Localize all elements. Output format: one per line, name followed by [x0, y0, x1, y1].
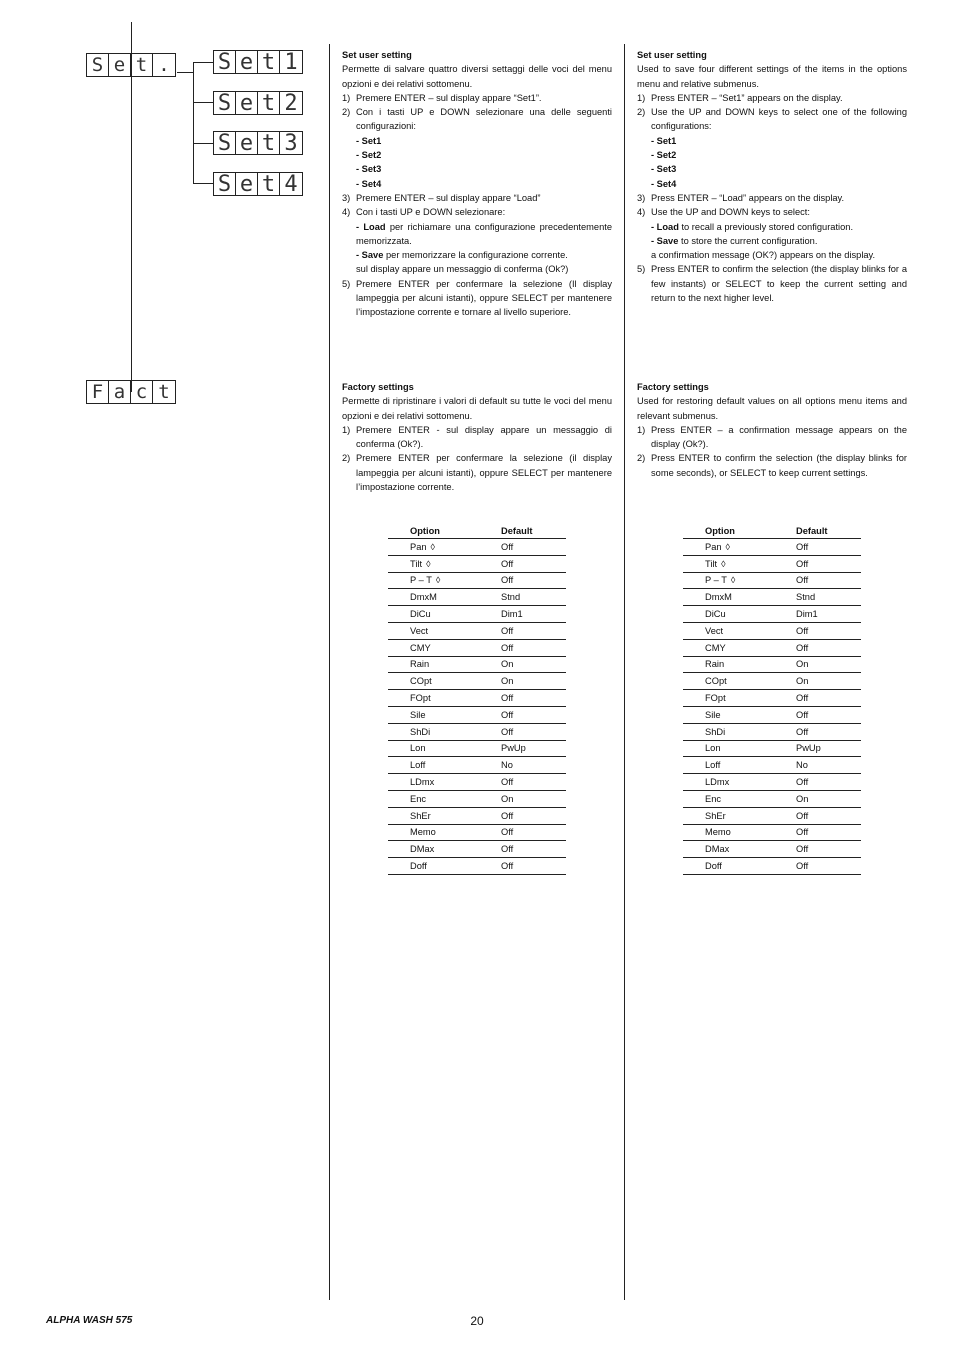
section-title: Factory settings	[637, 382, 709, 392]
table-row	[683, 622, 861, 639]
tree-branch	[177, 72, 194, 73]
option-cell	[683, 606, 796, 623]
option-cell	[388, 673, 501, 690]
lcd-char: e	[236, 51, 258, 73]
option-name: CMY	[705, 642, 726, 653]
option-cell	[388, 622, 501, 639]
section-title: Set user setting	[637, 50, 707, 60]
option-label: - Save	[356, 250, 384, 261]
column-divider	[624, 44, 625, 1300]
tree-branch	[193, 102, 213, 103]
lcd-char: S	[214, 132, 236, 154]
option-name: Loff	[705, 760, 721, 771]
default-cell: Off	[501, 774, 566, 791]
default-cell: Stnd	[796, 589, 861, 606]
up-down-arrow-icon: ◊	[430, 541, 435, 552]
lcd-char: e	[236, 132, 258, 154]
tree-branch	[193, 143, 213, 144]
section-title: Factory settings	[342, 382, 414, 392]
step-text: Premere ENTER - sul display appare un messaggio di conferma (Ok?).	[356, 424, 612, 450]
table-row	[388, 622, 566, 639]
option-cell	[388, 740, 501, 757]
lcd-char: c	[131, 381, 153, 403]
table-row	[388, 555, 566, 572]
lcd-char: e	[236, 92, 258, 114]
option-name: ShEr	[410, 810, 431, 821]
table-row	[683, 740, 861, 757]
default-cell: Off	[796, 555, 861, 572]
step-number: 3)	[637, 192, 646, 203]
step-text: Use the UP and DOWN keys to select one of the following configurations:	[651, 107, 907, 132]
option-text: to store the current configuration.	[678, 235, 818, 246]
step	[637, 105, 907, 134]
confirm-text: a confirmation message (OK?) appears on the display.	[651, 250, 876, 261]
option-name: Pan	[705, 541, 722, 552]
option-name: FOpt	[705, 693, 726, 704]
step-text: Press ENTER to confirm the selection (the display blinks for some seconds), or SELECT to keep current settings.	[651, 453, 907, 478]
default-cell: Off	[501, 622, 566, 639]
option-name: LDmx	[410, 777, 435, 788]
option-label: - Load	[356, 221, 386, 232]
option-cell	[683, 841, 796, 858]
option-name: Pan	[410, 541, 427, 552]
option-cell	[388, 572, 501, 589]
column-header-default: Default	[501, 524, 566, 539]
option-cell	[388, 790, 501, 807]
table-row	[683, 723, 861, 740]
default-cell: Off	[501, 572, 566, 589]
lcd-set1	[213, 50, 303, 74]
table-header-row	[683, 524, 861, 539]
step-text: Press ENTER – a confirmation message appears on the display (Ok?).	[651, 424, 907, 450]
table-row	[683, 690, 861, 707]
option-name: Tilt	[410, 558, 423, 569]
table-row	[388, 790, 566, 807]
option-name: ShDi	[410, 726, 431, 737]
step-number: 4)	[342, 207, 351, 218]
table-row	[683, 790, 861, 807]
option-cell	[388, 757, 501, 774]
step	[342, 191, 612, 205]
step-text: Con i tasti UP e DOWN selezionare una delle seguenti configurazioni:	[356, 107, 612, 132]
table-row	[683, 572, 861, 589]
option-text: per richiamare una configurazione precedentemente memorizzata.	[356, 221, 612, 246]
option-name: Sile	[705, 709, 721, 720]
option-cell	[683, 639, 796, 656]
option-cell	[388, 858, 501, 875]
tree-branch-vertical	[193, 62, 194, 184]
section-intro: Used to save four different settings of the items in the options menu and relative submenus.	[637, 64, 907, 89]
table-row	[683, 858, 861, 875]
lcd-set2	[213, 91, 303, 115]
default-cell: No	[501, 757, 566, 774]
option-name: Doff	[410, 861, 427, 872]
step-text: Press ENTER – “Load” appears on the display.	[651, 192, 845, 203]
step-number: 1)	[637, 424, 646, 435]
lcd-set3	[213, 131, 303, 155]
option-cell	[388, 690, 501, 707]
option-cell	[683, 858, 796, 875]
table-row	[388, 807, 566, 824]
step-number: 5)	[637, 264, 646, 275]
default-cell: PwUp	[501, 740, 566, 757]
table-row	[683, 656, 861, 673]
option-name: DiCu	[705, 609, 726, 620]
product-name: ALPHA WASH 575	[46, 1315, 133, 1326]
option-name: Lon	[705, 743, 721, 754]
table-row	[388, 824, 566, 841]
table-row	[683, 824, 861, 841]
lcd-char: t	[258, 132, 280, 154]
option-cell	[683, 673, 796, 690]
step-number: 2)	[342, 453, 351, 464]
table-row	[683, 673, 861, 690]
step-text: Con i tasti UP e DOWN selezionare:	[356, 207, 506, 218]
option-cell	[388, 774, 501, 791]
up-down-arrow-icon: ◊	[426, 558, 431, 569]
option-cell	[388, 639, 501, 656]
table-row	[388, 656, 566, 673]
lcd-char: e	[109, 54, 131, 76]
default-cell: PwUp	[796, 740, 861, 757]
default-cell: Off	[501, 723, 566, 740]
table-row	[683, 606, 861, 623]
option-text: to recall a previously stored configuration.	[678, 221, 854, 232]
option-name: Enc	[410, 793, 427, 804]
config-item: - Set2	[651, 150, 677, 161]
option-cell	[388, 555, 501, 572]
option-name: Tilt	[705, 558, 718, 569]
step	[342, 277, 612, 320]
default-cell: Off	[501, 639, 566, 656]
option-name: Memo	[410, 827, 436, 838]
lcd-char: a	[109, 381, 131, 403]
table-row	[683, 539, 861, 556]
defaults-table-en	[683, 524, 861, 875]
step-number: 4)	[637, 207, 646, 218]
lcd-char: S	[214, 173, 236, 195]
option-name: Rain	[705, 659, 725, 670]
up-down-arrow-icon: ◊	[730, 575, 736, 586]
step	[342, 205, 612, 219]
option-cell	[683, 656, 796, 673]
step-number: 2)	[637, 107, 646, 118]
default-cell: Off	[501, 858, 566, 875]
up-down-arrow-icon: ◊	[721, 558, 726, 569]
option-name: Doff	[705, 861, 722, 872]
option-cell	[683, 622, 796, 639]
table-row	[388, 690, 566, 707]
option-cell	[388, 656, 501, 673]
step-number: 1)	[342, 92, 351, 103]
option-cell	[683, 774, 796, 791]
lcd-char: 4	[284, 171, 298, 197]
config-item: - Set2	[356, 150, 382, 161]
lcd-char: t	[258, 92, 280, 114]
option-cell	[388, 841, 501, 858]
load-option	[637, 220, 907, 234]
step	[637, 262, 907, 305]
config-item: - Set3	[651, 164, 677, 175]
option-name: P – T	[410, 575, 432, 586]
step	[637, 423, 907, 452]
defaults-table-it	[388, 524, 566, 875]
lcd-char: F	[87, 381, 109, 403]
step-number: 2)	[342, 107, 351, 118]
save-option	[342, 248, 612, 262]
option-cell	[683, 740, 796, 757]
option-cell	[683, 807, 796, 824]
config-item: - Set1	[356, 135, 382, 146]
table-row	[683, 706, 861, 723]
step	[342, 451, 612, 494]
option-label: - Save	[651, 235, 679, 246]
step	[342, 423, 612, 452]
step-text: Premere ENTER – sul display appare “Load”	[356, 192, 541, 203]
lcd-set4	[213, 172, 303, 196]
option-name: Rain	[410, 659, 430, 670]
option-cell	[683, 757, 796, 774]
default-cell: Off	[501, 824, 566, 841]
table-row	[683, 757, 861, 774]
config-item: - Set4	[356, 178, 382, 189]
en-set-section	[637, 48, 907, 305]
default-cell: Off	[796, 841, 861, 858]
table-row	[388, 639, 566, 656]
default-cell: Off	[796, 706, 861, 723]
option-cell	[683, 589, 796, 606]
table-header-row	[388, 524, 566, 539]
default-cell: Off	[796, 539, 861, 556]
it-fact-section	[342, 380, 612, 494]
default-cell: Off	[501, 706, 566, 723]
save-option	[637, 234, 907, 248]
default-cell: Off	[796, 807, 861, 824]
option-name: DmxM	[410, 592, 437, 603]
default-cell: Off	[796, 572, 861, 589]
step-text: Premere ENTER – sul display appare “Set1”.	[356, 92, 542, 103]
load-option	[342, 220, 612, 249]
lcd-char: e	[236, 173, 258, 195]
step-number: 3)	[342, 192, 351, 203]
option-name: DMax	[705, 844, 730, 855]
option-cell	[388, 824, 501, 841]
table-row	[388, 757, 566, 774]
default-cell: Off	[501, 690, 566, 707]
lcd-char: t	[258, 173, 280, 195]
default-cell: On	[796, 656, 861, 673]
option-cell	[683, 790, 796, 807]
table-row	[683, 841, 861, 858]
step-number: 5)	[342, 278, 351, 289]
default-cell: Off	[796, 774, 861, 791]
table-row	[388, 539, 566, 556]
step-text: Use the UP and DOWN keys to select:	[651, 207, 810, 218]
option-name: Lon	[410, 743, 426, 754]
option-label: - Load	[651, 221, 679, 232]
column-divider	[329, 44, 330, 1300]
table-row	[683, 555, 861, 572]
default-cell: Off	[796, 858, 861, 875]
default-cell: Off	[796, 824, 861, 841]
column-header-option: Option	[388, 524, 501, 539]
option-name: ShEr	[705, 810, 726, 821]
section-intro: Permette di ripristinare i valori di default su tutte le voci del menu opzioni e dei relativi sottomenu.	[342, 396, 612, 421]
default-cell: No	[796, 757, 861, 774]
option-name: CMY	[410, 642, 431, 653]
default-cell: Stnd	[501, 589, 566, 606]
default-cell: On	[501, 790, 566, 807]
default-cell: On	[796, 673, 861, 690]
lcd-char: S	[87, 54, 109, 76]
option-cell	[388, 539, 501, 556]
option-name: Sile	[410, 709, 426, 720]
option-name: Loff	[410, 760, 426, 771]
default-cell: On	[501, 673, 566, 690]
lcd-char: 2	[284, 90, 298, 116]
option-cell	[683, 555, 796, 572]
table-row	[388, 589, 566, 606]
default-cell: Dim1	[796, 606, 861, 623]
lcd-fact	[86, 380, 176, 404]
table-row	[388, 858, 566, 875]
option-name: DMax	[410, 844, 435, 855]
step	[637, 191, 907, 205]
default-cell: Off	[501, 555, 566, 572]
section-title: Set user setting	[342, 50, 412, 60]
column-header-option: Option	[683, 524, 796, 539]
default-cell: On	[796, 790, 861, 807]
table-row	[388, 740, 566, 757]
section-intro: Used for restoring default values on all options menu items and relevant submenus.	[637, 396, 907, 421]
step-number: 1)	[637, 92, 646, 103]
option-cell	[683, 690, 796, 707]
option-name: Vect	[410, 625, 429, 636]
step	[637, 451, 907, 480]
step-text: Premere ENTER per confermare la selezione (Il display lampeggia per alcuni istanti), oppure SELECT per mantenere l’impostazione corrente e tornare al livello superiore.	[356, 278, 612, 318]
config-item: - Set1	[651, 135, 677, 146]
lcd-char: t	[258, 51, 280, 73]
en-fact-section	[637, 380, 907, 480]
table-row	[388, 706, 566, 723]
column-header-default: Default	[796, 524, 861, 539]
option-text: per memorizzare la configurazione corrente.	[383, 250, 568, 261]
step	[637, 91, 907, 105]
step-text: Press ENTER – “Set1” appears on the display.	[651, 92, 843, 103]
table-row	[683, 589, 861, 606]
up-down-arrow-icon: ◊	[725, 541, 730, 552]
default-cell: Off	[796, 690, 861, 707]
up-down-arrow-icon: ◊	[435, 575, 441, 586]
lcd-char: 1	[284, 49, 298, 75]
option-cell	[683, 539, 796, 556]
default-cell: Off	[501, 539, 566, 556]
default-cell: Off	[501, 841, 566, 858]
step-number: 2)	[637, 453, 646, 464]
tree-branch	[193, 183, 213, 184]
table-row	[388, 606, 566, 623]
default-cell: Off	[796, 723, 861, 740]
section-intro: Permette di salvare quattro diversi settaggi delle voci del menu opzioni e dei relativi sottomenu.	[342, 64, 612, 89]
option-name: Vect	[705, 625, 724, 636]
step-number: 1)	[342, 424, 351, 435]
option-name: COpt	[410, 676, 432, 687]
default-cell: Off	[796, 622, 861, 639]
option-cell	[683, 706, 796, 723]
confirm-text: sul display appare un messaggio di conferma (Ok?)	[356, 264, 569, 275]
option-name: P – T	[705, 575, 727, 586]
default-cell: On	[501, 656, 566, 673]
option-cell	[683, 572, 796, 589]
lcd-char: S	[214, 51, 236, 73]
table-row	[683, 774, 861, 791]
table-row	[388, 673, 566, 690]
it-set-section	[342, 48, 612, 320]
lcd-char: 3	[284, 130, 298, 156]
option-name: Enc	[705, 793, 722, 804]
option-cell	[388, 606, 501, 623]
step	[342, 91, 612, 105]
option-name: DiCu	[410, 609, 431, 620]
config-item: - Set4	[651, 178, 677, 189]
table-row	[388, 841, 566, 858]
tree-branch	[193, 62, 213, 63]
option-cell	[683, 824, 796, 841]
default-cell: Off	[501, 807, 566, 824]
step-text: Premere ENTER per confermare la selezione (il display lampeggia per alcuni istanti), oppure SELECT per mantenere l’impostazione corrente.	[356, 453, 612, 493]
option-name: Memo	[705, 827, 731, 838]
table-row	[388, 723, 566, 740]
option-cell	[683, 723, 796, 740]
option-name: ShDi	[705, 726, 726, 737]
default-cell: Dim1	[501, 606, 566, 623]
option-cell	[388, 706, 501, 723]
step	[637, 205, 907, 219]
option-cell	[388, 723, 501, 740]
option-name: FOpt	[410, 693, 431, 704]
option-name: DmxM	[705, 592, 732, 603]
config-item: - Set3	[356, 164, 382, 175]
lcd-char: t	[158, 381, 170, 403]
table-row	[683, 639, 861, 656]
table-row	[388, 572, 566, 589]
default-cell: Off	[796, 639, 861, 656]
step-text: Press ENTER to confirm the selection (the display blinks for a few instants) or SELECT to keep the current setting and return to the next higher level.	[651, 264, 907, 304]
table-row	[388, 774, 566, 791]
lcd-char: S	[214, 92, 236, 114]
lcd-char: t	[131, 54, 153, 76]
lcd-char: .	[158, 54, 170, 76]
lcd-set-root	[86, 53, 176, 77]
option-name: COpt	[705, 676, 727, 687]
option-name: LDmx	[705, 777, 730, 788]
option-cell	[388, 807, 501, 824]
step	[342, 105, 612, 134]
tree-trunk	[131, 22, 132, 392]
table-row	[683, 807, 861, 824]
page-number: 20	[470, 1314, 484, 1328]
option-cell	[388, 589, 501, 606]
